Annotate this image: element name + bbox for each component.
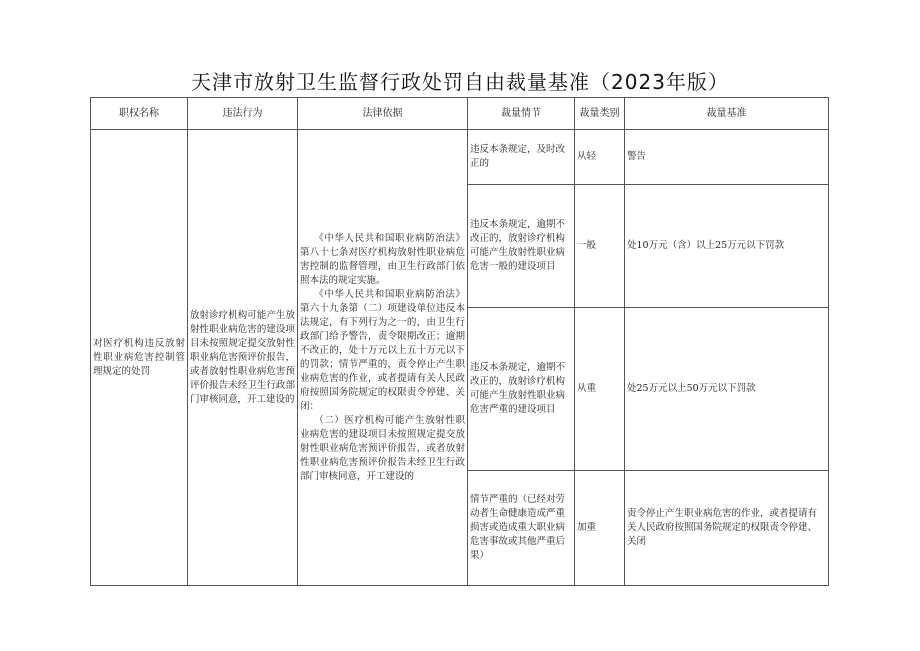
legal-basis-item-2: （二）医疗机构可能产生放射性职业病危害的建设项目未按照规定提交放射性职业病危害预评价报告，或者放射性职业病危害预评价报告未经卫生行政部门审核同意，开工建设的 [300,414,465,482]
legal-basis-article-87: 《中华人民共和国职业病防治法》第八十七条对医疗机构放射性职业病危害控制的监督管理，由卫生行政部门依照本法的规定实施。 [300,232,465,286]
category-aggravated: 加重 [575,471,625,586]
category-lighter: 从轻 [575,130,625,185]
situation-lighter: 违反本条规定，及时改正的 [468,130,575,185]
header-standard: 裁量基准 [625,98,829,130]
page-title: 天津市放射卫生监督行政处罚自由裁量基准（2023年版） [191,70,729,94]
standard-heavier: 处25万元以上50万元以下罚款 [625,308,829,471]
header-power-name: 职权名称 [91,98,188,130]
penalty-standard-table [90,97,829,586]
header-situation: 裁量情节 [468,98,575,130]
category-general: 一般 [575,185,625,308]
table-header-row [91,98,829,130]
header-legal-basis: 法律依据 [298,98,468,130]
category-heavier: 从重 [575,308,625,471]
standard-general: 处10万元（含）以上25万元以下罚款 [625,185,829,308]
header-violation: 违法行为 [188,98,298,130]
standard-lighter: 警告 [625,130,829,185]
table-row [91,130,829,185]
violation-cell: 放射诊疗机构可能产生放射性职业病危害的建设项目未按照规定提交放射性职业病危害预评价报告，或者放射性职业病危害预评价报告未经卫生行政部门审核同意，开工建设的 [188,130,298,586]
situation-general: 违反本条规定，逾期不改正的，放射诊疗机构可能产生放射性职业病危害一般的建设项目 [468,185,575,308]
header-category: 裁量类别 [575,98,625,130]
situation-heavier: 违反本条规定，逾期不改正的，放射诊疗机构可能产生放射性职业病危害严重的建设项目 [468,308,575,471]
power-name-cell: 对医疗机构违反放射性职业病危害控制管理规定的处罚 [91,130,188,586]
legal-basis-cell [298,130,468,586]
legal-basis-article-69: 《中华人民共和国职业病防治法》第六十九条第（二）项建设单位违反本法规定，有下列行为之一的，由卫生行政部门给予警告，责令限期改正；逾期不改正的，处十万元以上五十万元以下的罚款；情节严重的，责令停止产生职业病危害的作业，或者提请有关人民政府按照国务院规定的权限责令停建、关闭： [300,288,465,412]
standard-aggravated: 责令停止产生职业病危害的作业，或者提请有关人民政府按照国务院规定的权限责令停建、关闭 [625,471,829,586]
situation-aggravated: 情节严重的（已经对劳动者生命健康造成严重损害或造成重大职业病危害事故或其他严重后果） [468,471,575,586]
